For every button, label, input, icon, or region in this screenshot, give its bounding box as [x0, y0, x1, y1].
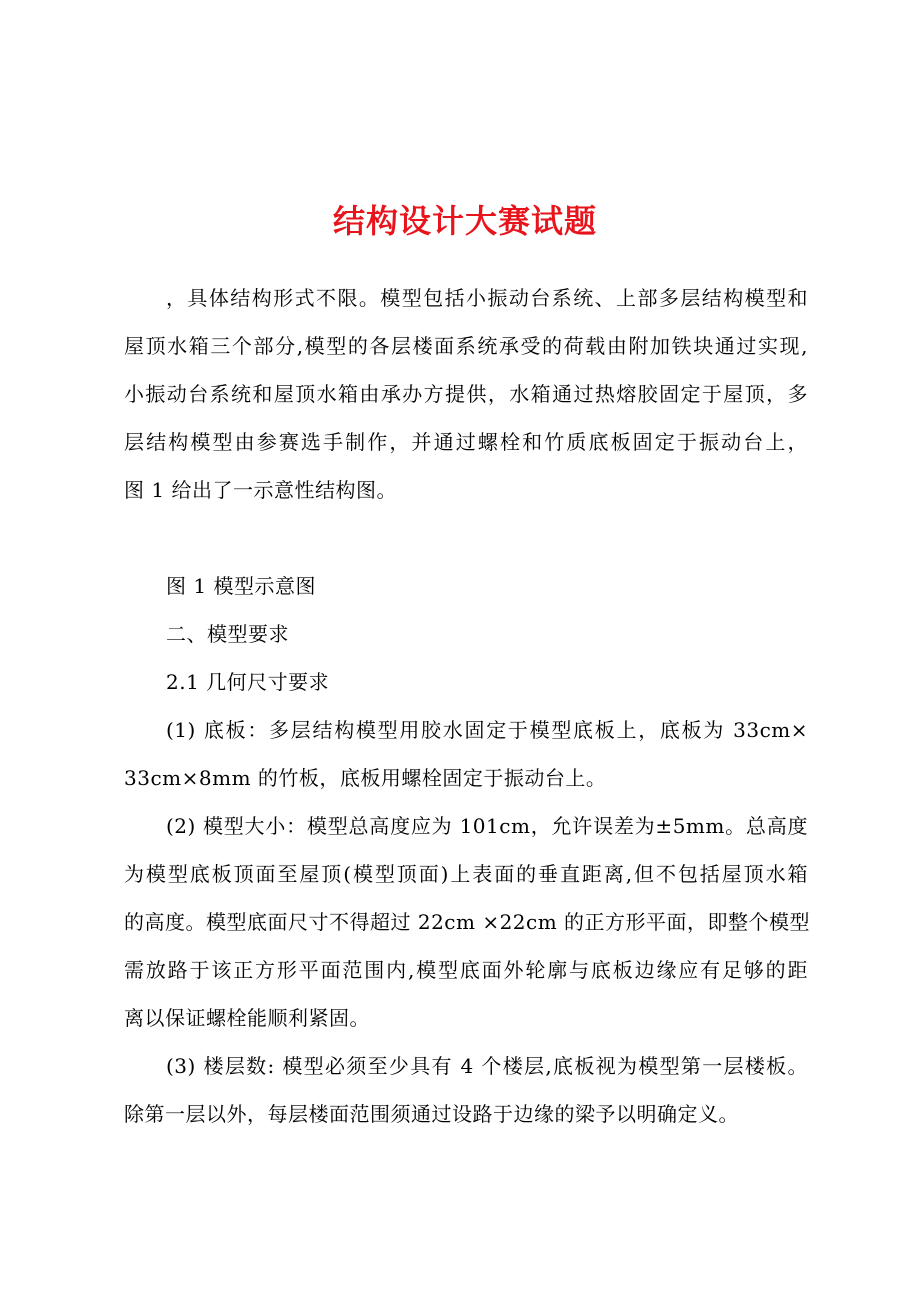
text-line: 除第一层以外，每层楼面范围须通过设路于边缘的梁予以明确定义。 [124, 1102, 739, 1126]
text-line: 的高度。模型底面尺寸不得超过 22cm ×22cm 的正方形平面，即整个模型 [124, 910, 811, 934]
text-line: (1) 底板：多层结构模型用胶水固定于模型底板上，底板为 33cm× [166, 718, 808, 742]
text-line: 需放路于该正方形平面范围内,模型底面外轮廓与底板边缘应有足够的距 [124, 958, 808, 982]
text-line: ，具体结构形式不限。模型包括小振动台系统、上部多层结构模型和 [166, 286, 808, 310]
text-line: (3) 楼层数: 模型必须至少具有 4 个楼层,底板视为模型第一层楼板。 [166, 1054, 808, 1078]
text-line: 小振动台系统和屋顶水箱由承办方提供，水箱通过热熔胶固定于屋顶，多 [124, 382, 808, 406]
text-line: 为模型底板顶面至屋顶(模型顶面)上表面的垂直距离,但不包括屋顶水箱 [124, 862, 808, 886]
text-line: 33cm×8mm 的竹板，底板用螺栓固定于振动台上。 [124, 766, 607, 790]
document-title: 结构设计大赛试题 [332, 202, 597, 240]
text-line: 离以保证螺栓能顺利紧固。 [124, 1006, 370, 1030]
text-line: 图 1 给出了一示意性结构图。 [124, 478, 397, 502]
text-line: 屋顶水箱三个部分,模型的各层楼面系统承受的荷载由附加铁块通过实现, [124, 334, 808, 358]
figure-caption: 图 1 模型示意图 [166, 574, 316, 598]
text-line: (2) 模型大小：模型总高度应为 101cm，允许误差为±5mm。总高度 [166, 814, 808, 838]
text-line: 层结构模型由参赛选手制作，并通过螺栓和竹质底板固定于振动台上， [124, 430, 808, 454]
subsection-heading: 2.1 几何尺寸要求 [166, 670, 330, 694]
section-heading: 二、模型要求 [166, 622, 289, 646]
